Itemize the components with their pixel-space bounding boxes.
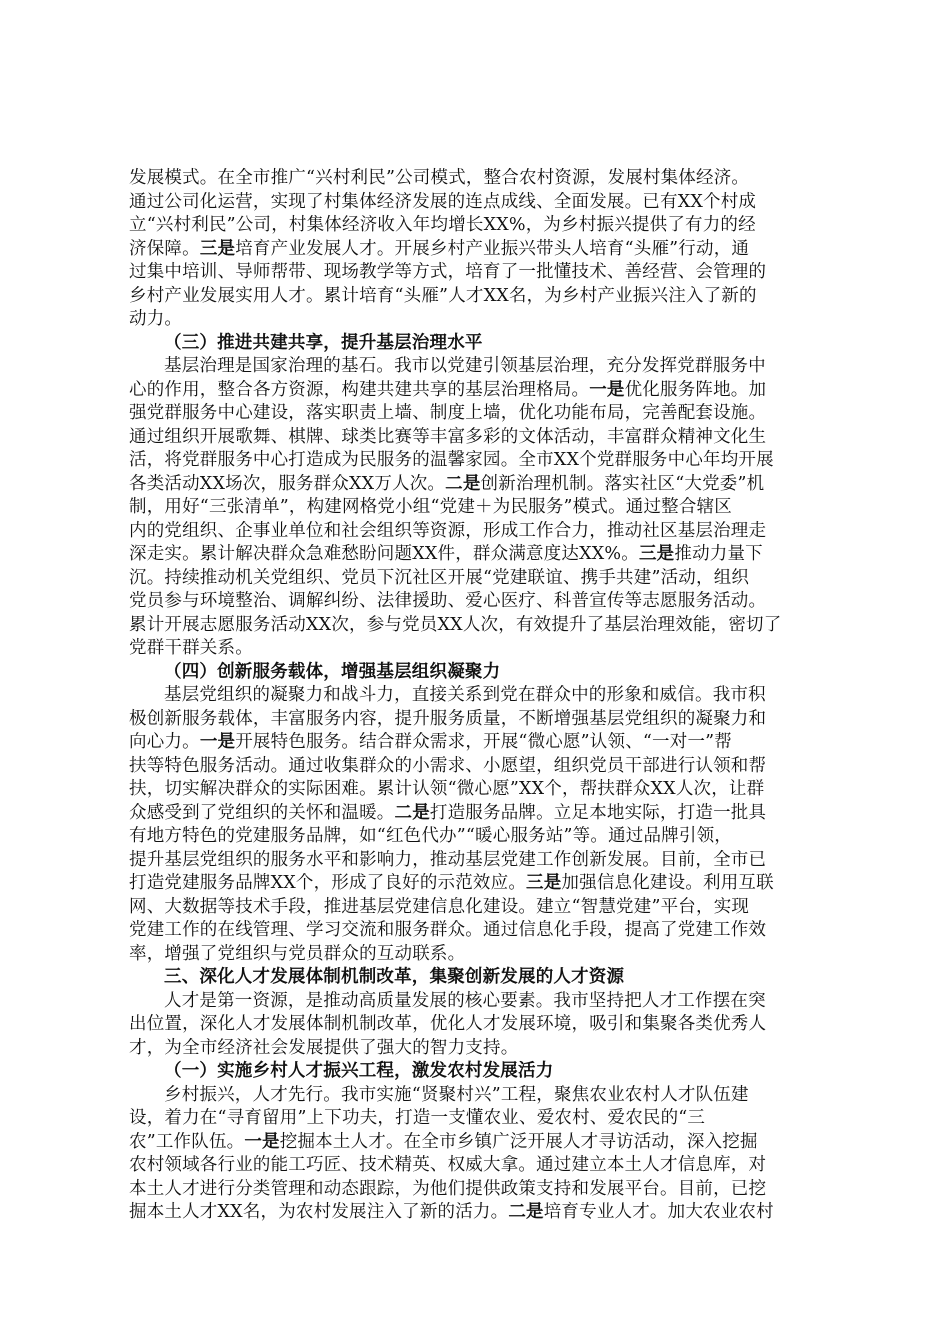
text-run: 党建工作的在线管理、学习交流和服务群众。通过信息化手段，提高了党建工作效 [129,920,767,940]
paragraph-line [129,896,822,920]
text-run: 活，将党群服务中心打造成为民服务的温馨家园。全市XX个党群服务中心年均开展 [129,450,774,470]
bold-lead-text: 三是 [638,544,675,564]
section-heading [129,1060,822,1084]
section-heading [129,332,822,356]
paragraph-line [129,943,822,967]
text-run: 心的作用，整合各方资源，构建共建共享的基层治理格局。 [129,379,590,400]
paragraph-line [129,355,822,379]
text-run: 本土人才进行分类管理和动态跟踪，为他们提供政策支持和发展平台。目前，已挖 [129,1178,767,1199]
text-run: 加强信息化建设。利用互联 [561,873,774,893]
text-run: 向心力。 [129,732,200,752]
text-run: 制，用好“三张清单”，构建网格党小组“党建＋为民服务”模式。通过整合辖区 [129,497,732,517]
paragraph-line [129,590,822,614]
text-run: 出位置，深化人才发展体制机制改革，优化人才发展环境，吸引和集聚各类优秀人 [129,1014,767,1034]
text-run: 党员参与环境整治、调解纠纷、法律援助、爱心医疗、科普宣传等志愿服务活动。 [129,591,767,611]
paragraph-line [129,379,822,403]
paragraph-line [129,825,822,849]
section-heading [129,661,822,685]
text-run: 发展模式。在全市推广“兴村利民”公司模式，整合农村资源，发展村集体经济。 [129,168,750,188]
text-run: （三）推进共建共享，提升基层治理水平 [164,332,483,353]
text-run: 扶等特色服务活动。通过收集群众的小需求、小愿望，组织党员干部进行认领和帮 [129,755,767,776]
text-run: 基层党组织的凝聚力和战斗力，直接关系到党在群众中的形象和威信。我市积 [164,685,766,705]
paragraph-line [129,1084,822,1108]
text-run: 率，增强了党组织与党员群众的互动联系。 [129,943,466,964]
paragraph-line [129,214,822,238]
paragraph-line [129,426,822,450]
paragraph-line [129,990,822,1014]
text-run: 挖掘本土人才。在全市乡镇广泛开展人才寻访活动，深入挖掘 [279,1131,758,1152]
paragraph-line [129,1178,822,1202]
paragraph-line [129,496,822,520]
text-run: 才，为全市经济社会发展提供了强大的智力支持。 [129,1037,519,1058]
text-run: 众感受到了党组织的关怀和温暖。 [129,802,395,823]
paragraph-line [129,919,822,943]
text-run: 有地方特色的党建服务品牌，如“红色代办”“暖心服务站”等。通过品牌引领， [129,826,732,846]
text-run: 基层治理是国家治理的基石。我市以党建引领基层治理，充分发挥党群服务中 [164,356,766,376]
paragraph-line [129,778,822,802]
text-run: 打造服务品牌。立足本地实际，打造一批具 [429,802,767,823]
bold-lead-text: 三是 [526,873,562,893]
paragraph-line [129,1013,822,1037]
text-run: 设，着力在“寻育留用”上下功夫，打造一支懂农业、爱农村、爱农民的“三 [129,1108,706,1128]
text-run: 培育产业发展人才。开展乡村产业振兴带头人培育“头雁”行动，通 [235,238,750,259]
paragraph-line [129,731,822,755]
paragraph-line [129,402,822,426]
text-run: 沉。持续推动机关党组织、党员下沉社区开展“党建联谊、携手共建”活动，组织 [129,567,750,588]
paragraph-line [129,849,822,873]
text-run: 人才是第一资源，是推动高质量发展的核心要素。我市坚持把人才工作摆在突 [164,990,766,1011]
paragraph-line [129,1107,822,1131]
paragraph-line [129,543,822,567]
paragraph-line [129,308,822,332]
bold-lead-text: 一是 [199,732,236,752]
text-run: 提升基层党组织的服务水平和影响力，推动基层党建工作创新发展。目前，全市已 [129,849,767,870]
bold-lead-text: 一是 [244,1131,280,1152]
text-run: 开展特色服务。结合群众需求，开展“微心愿”认领、“一对一”帮 [235,732,733,752]
paragraph-line [129,684,822,708]
text-run: 乡村产业发展实用人才。累计培育“头雁”人才XX名，为乡村产业振兴注入了新的 [129,285,757,306]
text-run: 农村领域各行业的能工巧匠、技术精英、权威大拿。通过建立本土人才信息库，对 [129,1155,767,1175]
paragraph-line [129,1154,822,1178]
paragraph-line [129,261,822,285]
text-run: 党群干群关系。 [129,638,253,658]
text-run: 农”工作队伍。 [129,1131,245,1152]
paragraph-line [129,1037,822,1061]
paragraph-line [129,238,822,262]
paragraph-line [129,567,822,591]
text-run: 优化服务阵地。加 [624,379,767,400]
bold-lead-text: 二是 [394,802,430,823]
text-run: 掘本土人才XX名，为农村发展注入了新的活力。 [129,1202,509,1222]
paragraph-line [129,802,822,826]
bold-lead-text: 三是 [199,238,236,259]
paragraph-line [129,755,822,779]
bold-lead-text: 一是 [589,379,625,400]
paragraph-line [129,614,822,638]
paragraph-line [129,449,822,473]
document-page [129,167,822,1225]
paragraph-line [129,1131,822,1155]
paragraph-line [129,637,822,661]
paragraph-line [129,285,822,309]
text-run: 通过组织开展歌舞、棋牌、球类比赛等丰富多彩的文体活动，丰富群众精神文化生 [129,426,767,447]
text-run: 创新治理机制。落实社区“大党委”机 [480,473,765,494]
text-run: 济保障。 [129,238,200,259]
text-run: 动力。 [129,309,183,329]
text-run: 深走实。累计解决群众急难愁盼问题XX件，群众满意度达XX%。 [129,544,639,564]
text-run: 通过公司化运营，实现了村集体经济发展的连点成线、全面发展。已有XX个村成 [129,191,757,212]
paragraph-line [129,708,822,732]
text-run: 过集中培训、导师帮带、现场教学等方式，培育了一批懂技术、善经营、会管理的 [129,262,767,282]
text-run: 乡村振兴，人才先行。我市实施“贤聚村兴”工程，聚焦农业农村人才队伍建 [164,1084,749,1105]
text-run: （四）创新服务载体，增强基层组织凝聚力 [164,661,501,682]
text-run: 累计开展志愿服务活动XX次，参与党员XX人次，有效提升了基层治理效能，密切了 [129,614,782,635]
text-run: 打造党建服务品牌XX个，形成了良好的示范效应。 [129,873,527,893]
text-run: 网、大数据等技术手段，推进基层党建信息化建设。建立“智慧党建”平台，实现 [129,896,750,917]
paragraph-line [129,1201,822,1225]
text-run: 极创新服务载体，丰富服务内容，提升服务质量，不断增强基层党组织的凝聚力和 [129,708,767,729]
text-run: （一）实施乡村人才振兴工程，激发农村发展活力 [164,1061,554,1081]
text-run: 各类活动XX场次，服务群众XX万人次。 [129,473,446,494]
text-run: 强党群服务中心建设，落实职责上墙、制度上墙，优化功能布局，完善配套设施。 [129,403,767,423]
text-run: 培育专业人才。加大农业农村 [543,1202,774,1222]
paragraph-line [129,872,822,896]
bold-lead-text: 二是 [445,473,481,494]
text-run: 立“兴村利民”公司，村集体经济收入年均增长XX%，为乡村振兴提供了有力的经 [129,215,756,235]
text-run: 内的党组织、企事业单位和社会组织等资源，形成工作合力，推动社区基层治理走 [129,520,767,541]
paragraph-line [129,191,822,215]
text-run: 三、深化人才发展体制机制改革，集聚创新发展的人才资源 [164,967,625,987]
section-heading [129,966,822,990]
paragraph-line [129,520,822,544]
bold-lead-text: 二是 [508,1202,544,1222]
paragraph-line [129,473,822,497]
text-run: 推动力量下 [674,544,763,564]
text-run: 扶，切实解决群众的实际困难。累计认领“微心愿”XX个，帮扶群众XX人次，让群 [129,779,765,799]
paragraph-line [129,167,822,191]
